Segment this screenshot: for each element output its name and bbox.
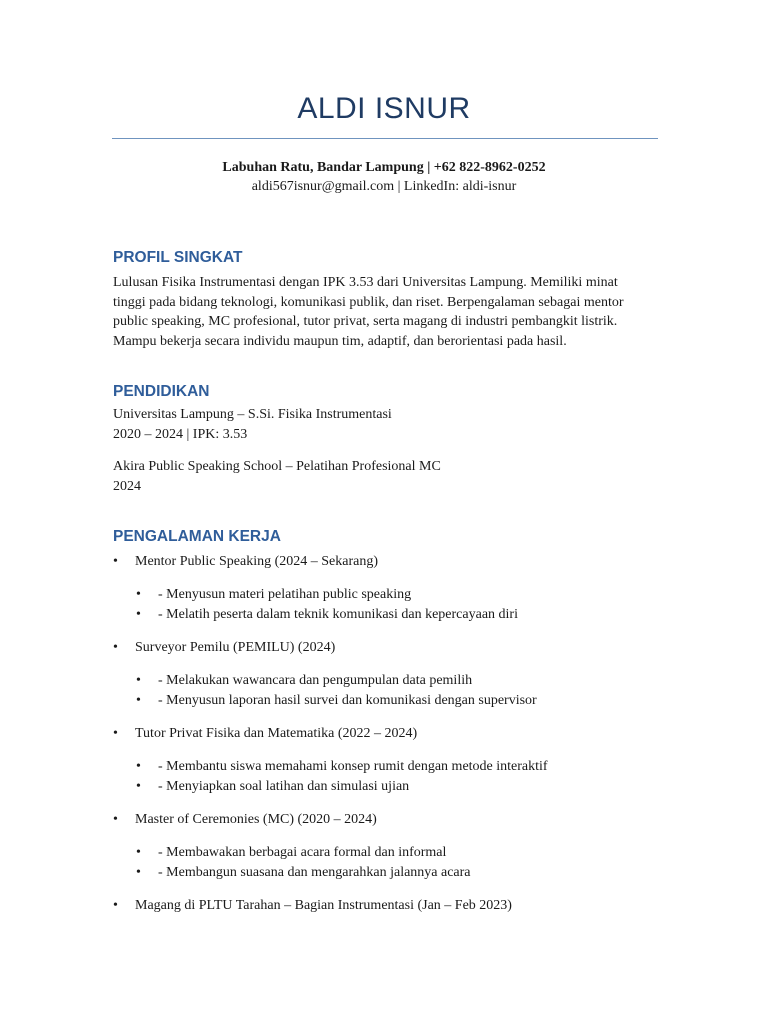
- bullet-icon: •: [136, 865, 141, 880]
- bullet-icon: •: [136, 759, 141, 774]
- job-title: Master of Ceremonies (MC) (2020 – 2024): [135, 812, 377, 827]
- bullet-icon: •: [113, 726, 118, 741]
- job-title: Magang di PLTU Tarahan – Bagian Instrumentasi (Jan – Feb 2023): [135, 898, 512, 913]
- education-institution: Akira Public Speaking School – Pelatihan Profesional MC: [113, 459, 441, 474]
- job-detail-text: - Membawakan berbagai acara formal dan informal: [158, 845, 447, 860]
- contact-email-linkedin: aldi567isnur@gmail.com | LinkedIn: aldi-isnur: [251, 179, 517, 194]
- candidate-name: ALDI ISNUR: [297, 92, 471, 125]
- bullet-icon: •: [136, 673, 141, 688]
- section-title-profile: PROFIL SINGKAT: [113, 249, 243, 266]
- job-detail-text: - Melakukan wawancara dan pengumpulan data pemilih: [158, 673, 473, 688]
- education-institution: Universitas Lampung – S.Si. Fisika Instrumentasi: [113, 407, 392, 422]
- education-entry: [113, 457, 673, 496]
- bullet-icon: •: [113, 898, 118, 913]
- profile-line: Lulusan Fisika Instrumentasi dengan IPK 3.53 dari Universitas Lampung. Memiliki minat: [113, 275, 618, 290]
- job-detail-text: - Melatih peserta dalam teknik komunikasi dan kepercayaan diri: [158, 607, 518, 622]
- profile-text: [113, 273, 673, 351]
- job-detail-text: - Membangun suasana dan mengarahkan jalannya acara: [158, 865, 471, 880]
- header-divider: [112, 138, 658, 139]
- bullet-icon: •: [136, 587, 141, 602]
- bullet-icon: •: [136, 607, 141, 622]
- section-title-experience: PENGALAMAN KERJA: [113, 528, 281, 545]
- education-period: 2024: [113, 478, 141, 494]
- profile-line: tinggi pada bidang teknologi, komunikasi publik, dan riset. Berpengalaman sebagai mentor: [113, 294, 624, 310]
- education-period: 2020 – 2024 | IPK: 3.53: [113, 426, 248, 442]
- job-detail-text: - Menyusun materi pelatihan public speaking: [158, 587, 412, 602]
- bullet-icon: •: [136, 779, 141, 794]
- job-detail-text: - Menyusun laporan hasil survei dan komunikasi dengan supervisor: [158, 693, 537, 708]
- contact-location-phone: Labuhan Ratu, Bandar Lampung | +62 822-8962-0252: [222, 160, 546, 175]
- bullet-icon: •: [136, 693, 141, 708]
- job-title: Surveyor Pemilu (PEMILU) (2024): [135, 640, 336, 655]
- job-detail-text: - Membantu siswa memahami konsep rumit dengan metode interaktif: [158, 759, 548, 774]
- section-title-education: PENDIDIKAN: [113, 383, 210, 400]
- bullet-icon: •: [113, 554, 118, 569]
- education-entry: [113, 405, 673, 444]
- bullet-icon: •: [136, 845, 141, 860]
- job-detail-text: - Menyiapkan soal latihan dan simulasi ujian: [158, 779, 410, 794]
- profile-line: public speaking, MC profesional, tutor privat, serta magang di industri pembangkit listrik.: [113, 314, 618, 329]
- job-title: Tutor Privat Fisika dan Matematika (2022 – 2024): [135, 726, 418, 741]
- bullet-icon: •: [113, 640, 118, 655]
- profile-line: Mampu bekerja secara individu maupun tim, adaptif, dan berorientasi pada hasil.: [113, 333, 567, 349]
- bullet-icon: •: [113, 812, 118, 827]
- job-title: Mentor Public Speaking (2024 – Sekarang): [135, 554, 379, 569]
